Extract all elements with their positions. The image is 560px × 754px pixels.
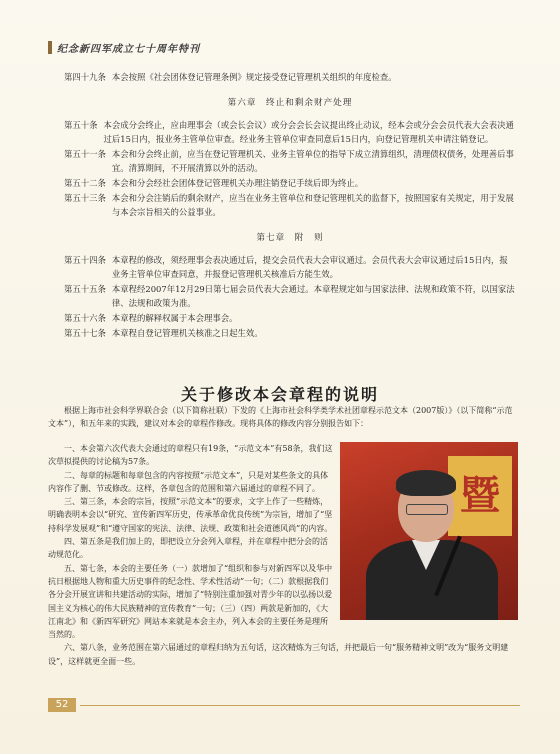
footer-rule bbox=[80, 705, 520, 706]
page-number: 52 bbox=[48, 698, 76, 712]
article-56 bbox=[64, 311, 516, 325]
article-number: 第五十六条 bbox=[64, 313, 106, 323]
paragraph-2: 二、每章的标题和每章包含的内容按照“示范文本”，只是对某些条文的具体内容作了删、节或修改。这样，各章包含的范围和第六届通过的章程不同了。 bbox=[48, 470, 329, 493]
article-53 bbox=[64, 191, 516, 219]
section-intro: 根据上海市社会科学界联合会（以下简称社联）下发的《上海市社会科学类学术社团章程示范文本（2007版）》（以下简称“示范文本”），和五年来的实践，建议对本会的章程作修改。现将具体的修改内容分别报告如下： bbox=[48, 406, 513, 428]
article-55 bbox=[64, 282, 516, 310]
article-text: 本会和分会经社会团体登记管理机关办理注销登记手续后即为终止。 bbox=[111, 178, 364, 188]
article-54 bbox=[64, 253, 516, 281]
article-49 bbox=[64, 70, 516, 84]
article-text: 本章程的修改，须经理事会表决通过后，提交会员代表大会审议通过。会员代表大会审议通过后15日内，报业务主管单位审查同意，并报登记管理机关核准后方能生效。 bbox=[111, 255, 508, 279]
article-text: 本会成分会终止，应由理事会（或会长会议）或分会会长会议提出终止动议，经本会或分会会员代表大会表决通过后15日内，报业务主管单位审查。经业务主管单位审查同意后15日内，向登记管理机关申请注销登记。 bbox=[103, 120, 514, 144]
paragraph-5: 五、第七条，本会的主要任务（一）款增加了“组织和参与对新四军以及华中抗日根据地人物和重大历史事件的纪念性、学术性活动”一句；（二）款根据我们各分会开展宣讲和共建活动的实际，增加了“特别注重加强对青少年的以弘扬以爱国主义为核心的伟大民族精神的宣传教育”一句；（三）（四）两款是新加的，《大江南北》和《新四军研究》网站本来就是本会主办，列入本会的主要任务是理所当然的。 bbox=[48, 563, 333, 640]
header-bar-decoration bbox=[48, 41, 52, 54]
article-number: 第五十条 bbox=[64, 120, 98, 130]
chapter-6-title: 第六章 终止和剩余财产处理 bbox=[227, 98, 353, 108]
article-57 bbox=[64, 326, 516, 340]
paragraph-3: 三、第三条，本会的宗旨，按照“示范文本”的要求，文字上作了一些精炼，明确表明本会以“研究、宣传新四军历史，传承革命优良传统”为宗旨，增加了“坚持科学发展观”和“遵守国家的宪法、法律、法规、政策和社会道德风尚”的内容。 bbox=[48, 497, 333, 533]
article-number: 第五十五条 bbox=[64, 284, 106, 294]
article-number: 第五十七条 bbox=[64, 328, 106, 338]
article-text: 本章程的解释权属于本会理事会。 bbox=[111, 313, 238, 323]
section-heading: 关于修改本会章程的说明 bbox=[180, 385, 379, 404]
page-header bbox=[48, 40, 200, 55]
article-text: 本章程经2007年12月29日第七届会员代表大会通过。本章程规定如与国家法律、法规和政策不符，以国家法律、法规和政策为准。 bbox=[111, 284, 515, 308]
photo-figure-hair bbox=[396, 470, 456, 496]
article-52 bbox=[64, 176, 516, 190]
charter-articles bbox=[64, 70, 516, 341]
article-number: 第四十九条 bbox=[64, 72, 106, 82]
article-50 bbox=[64, 118, 516, 146]
paragraph-4: 四、第五条是我们加上的，即把设立分会列入章程，并在章程中把分会的活动规范化。 bbox=[48, 537, 328, 560]
article-number: 第五十四条 bbox=[64, 255, 106, 265]
header-title: 纪念新四军成立七十周年特刊 bbox=[57, 44, 200, 55]
speaker-photo bbox=[340, 442, 518, 620]
article-text: 本会按照《社会团体登记管理条例》规定接受登记管理机关组织的年度检查。 bbox=[111, 72, 397, 82]
article-text: 本章程自登记管理机关核准之日起生效。 bbox=[111, 328, 263, 338]
paragraph-1: 一、本会第六次代表大会通过的章程只有19条，“示范文本”有58条，我们这次草拟提供的讨论稿为57条。 bbox=[48, 444, 333, 467]
article-number: 第五十三条 bbox=[64, 193, 106, 203]
photo-figure-glasses bbox=[406, 504, 448, 515]
article-text: 本会和分会终止前，应当在登记管理机关、业务主管单位的指导下成立清算组织，清理债权债务，处理善后事宜。清算期间，不开展清算以外的活动。 bbox=[111, 149, 514, 173]
paragraph-6: 六、第八条，业务范围在第六届通过的章程归纳为五句话，这次精炼为三句话，并把最后一句“服务精神文明”改为“服务文明建设”，这样就更全面一些。 bbox=[48, 643, 509, 666]
chapter-7-title: 第七章 附 则 bbox=[256, 233, 324, 243]
article-number: 第五十一条 bbox=[64, 149, 106, 159]
banner-sign-decoration: 暨 bbox=[448, 456, 512, 536]
section-body bbox=[48, 442, 518, 668]
article-number: 第五十二条 bbox=[64, 178, 106, 188]
article-text: 本会和分会注销后的剩余财产，应当在业务主管单位和登记管理机关的监督下，按照国家有关规定，用于发展与本会宗旨相关的公益事业。 bbox=[111, 193, 514, 217]
article-51 bbox=[64, 147, 516, 175]
